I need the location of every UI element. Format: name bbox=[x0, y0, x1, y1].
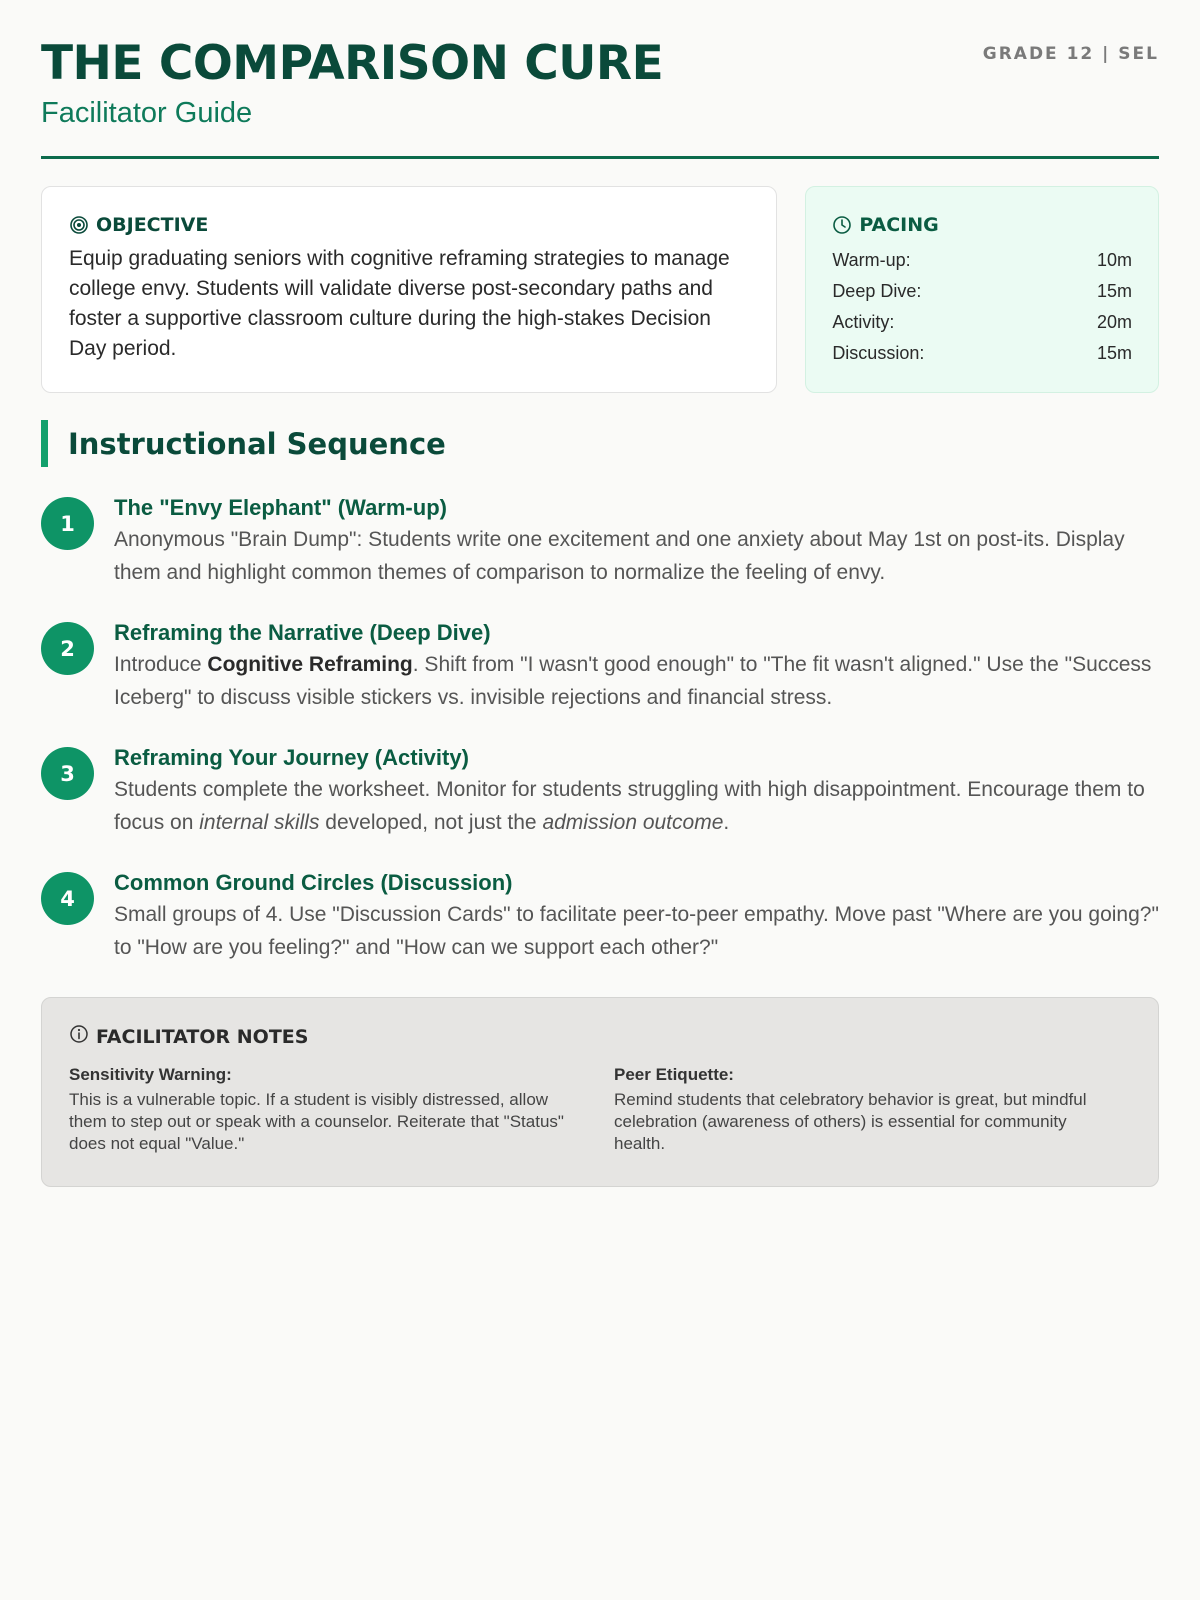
step-description-text: Introduce bbox=[114, 653, 208, 676]
step-description-italic: admission outcome bbox=[542, 811, 724, 834]
step-description-text: Students complete the worksheet. Monitor for students struggling with high disappointment. Encourage them to focus on bbox=[114, 778, 1145, 834]
info-icon bbox=[69, 1024, 89, 1049]
step-number-badge: 3 bbox=[41, 747, 94, 800]
note-label: Peer Etiquette: bbox=[614, 1065, 734, 1084]
pacing-label: Discussion: bbox=[832, 343, 925, 363]
step-item bbox=[41, 618, 1159, 743]
pacing-row bbox=[832, 276, 1132, 307]
note-item bbox=[69, 1063, 569, 1155]
target-icon bbox=[69, 215, 89, 235]
pacing-value: 20m bbox=[1096, 312, 1132, 332]
step-description: Small groups of 4. Use "Discussion Cards" to facilitate peer-to-peer empathy. Move past "Where are you going?" to "How are you feeling?" and "How can we support each other?" bbox=[114, 903, 1159, 959]
pacing-label: Activity: bbox=[832, 312, 895, 332]
header bbox=[41, 36, 1159, 159]
pacing-box bbox=[805, 186, 1159, 393]
note-label: Sensitivity Warning: bbox=[69, 1065, 232, 1084]
step-title: Reframing Your Journey (Activity) bbox=[114, 745, 469, 770]
objective-heading bbox=[69, 213, 750, 237]
step-number-badge: 1 bbox=[41, 497, 94, 550]
step-title: Reframing the Narrative (Deep Dive) bbox=[114, 620, 491, 645]
objective-heading-label: OBJECTIVE bbox=[96, 214, 209, 236]
page-subtitle: Facilitator Guide bbox=[41, 97, 253, 129]
step-description bbox=[114, 773, 1159, 839]
facilitator-notes-box bbox=[41, 997, 1159, 1187]
notes-heading-label: FACILITATOR NOTES bbox=[96, 1025, 309, 1048]
overview-row bbox=[41, 186, 1159, 393]
objective-box bbox=[41, 186, 777, 393]
step-description-text: . Shift from "I wasn't good enough" to "The fit wasn't aligned." Use the "Success Iceberg" to discuss visible stickers vs. invisible rejections and financial stress. bbox=[114, 653, 1152, 709]
note-item bbox=[614, 1063, 1114, 1155]
step-item bbox=[41, 743, 1159, 868]
pacing-list bbox=[832, 245, 1132, 369]
step-description bbox=[114, 648, 1159, 714]
pacing-label: Deep Dive: bbox=[832, 281, 922, 301]
step-description-text: developed, not just the bbox=[319, 811, 543, 834]
step-description-emphasis: Cognitive Reframing bbox=[207, 653, 413, 676]
note-text: This is a vulnerable topic. If a student is visibly distressed, allow them to step out or speak with a counselor. Reiterate that "Status" does not equal "Value." bbox=[69, 1090, 564, 1153]
notes-columns bbox=[69, 1063, 1132, 1155]
step-description-italic: internal skills bbox=[199, 811, 320, 834]
page-title: THE COMPARISON CURE bbox=[41, 36, 664, 91]
pacing-value: 15m bbox=[1096, 343, 1132, 363]
pacing-heading bbox=[832, 213, 1132, 237]
objective-text: Equip graduating seniors with cognitive reframing strategies to manage college envy. Students will validate diverse post-secondary paths and foster a supportive classroom culture during the high-stakes Decision Day period. bbox=[69, 247, 730, 360]
steps-list bbox=[41, 493, 1159, 993]
notes-heading bbox=[69, 1024, 1132, 1049]
step-item bbox=[41, 493, 1159, 618]
pacing-heading-label: PACING bbox=[859, 214, 939, 236]
grade-label: GRADE 12 | SEL bbox=[982, 44, 1159, 64]
step-number-badge: 4 bbox=[41, 872, 94, 925]
pacing-row bbox=[832, 245, 1132, 276]
note-text: Remind students that celebratory behavior is great, but mindful celebration (awareness of others) is essential for community health. bbox=[614, 1090, 1087, 1153]
step-description-text: . bbox=[723, 811, 730, 834]
section-title: Instructional Sequence bbox=[41, 420, 1159, 467]
pacing-value: 15m bbox=[1096, 281, 1132, 301]
pacing-label: Warm-up: bbox=[832, 250, 911, 270]
step-title: The "Envy Elephant" (Warm-up) bbox=[114, 495, 447, 520]
clock-icon bbox=[832, 215, 852, 235]
pacing-value: 10m bbox=[1096, 250, 1132, 270]
step-item bbox=[41, 868, 1159, 993]
pacing-row bbox=[832, 338, 1132, 369]
pacing-row bbox=[832, 307, 1132, 338]
step-description: Anonymous "Brain Dump": Students write one excitement and one anxiety about May 1st on post-its. Display them and highlight common themes of comparison to normalize the feeling of envy. bbox=[114, 528, 1125, 584]
step-number-badge: 2 bbox=[41, 622, 94, 675]
step-title: Common Ground Circles (Discussion) bbox=[114, 870, 513, 895]
